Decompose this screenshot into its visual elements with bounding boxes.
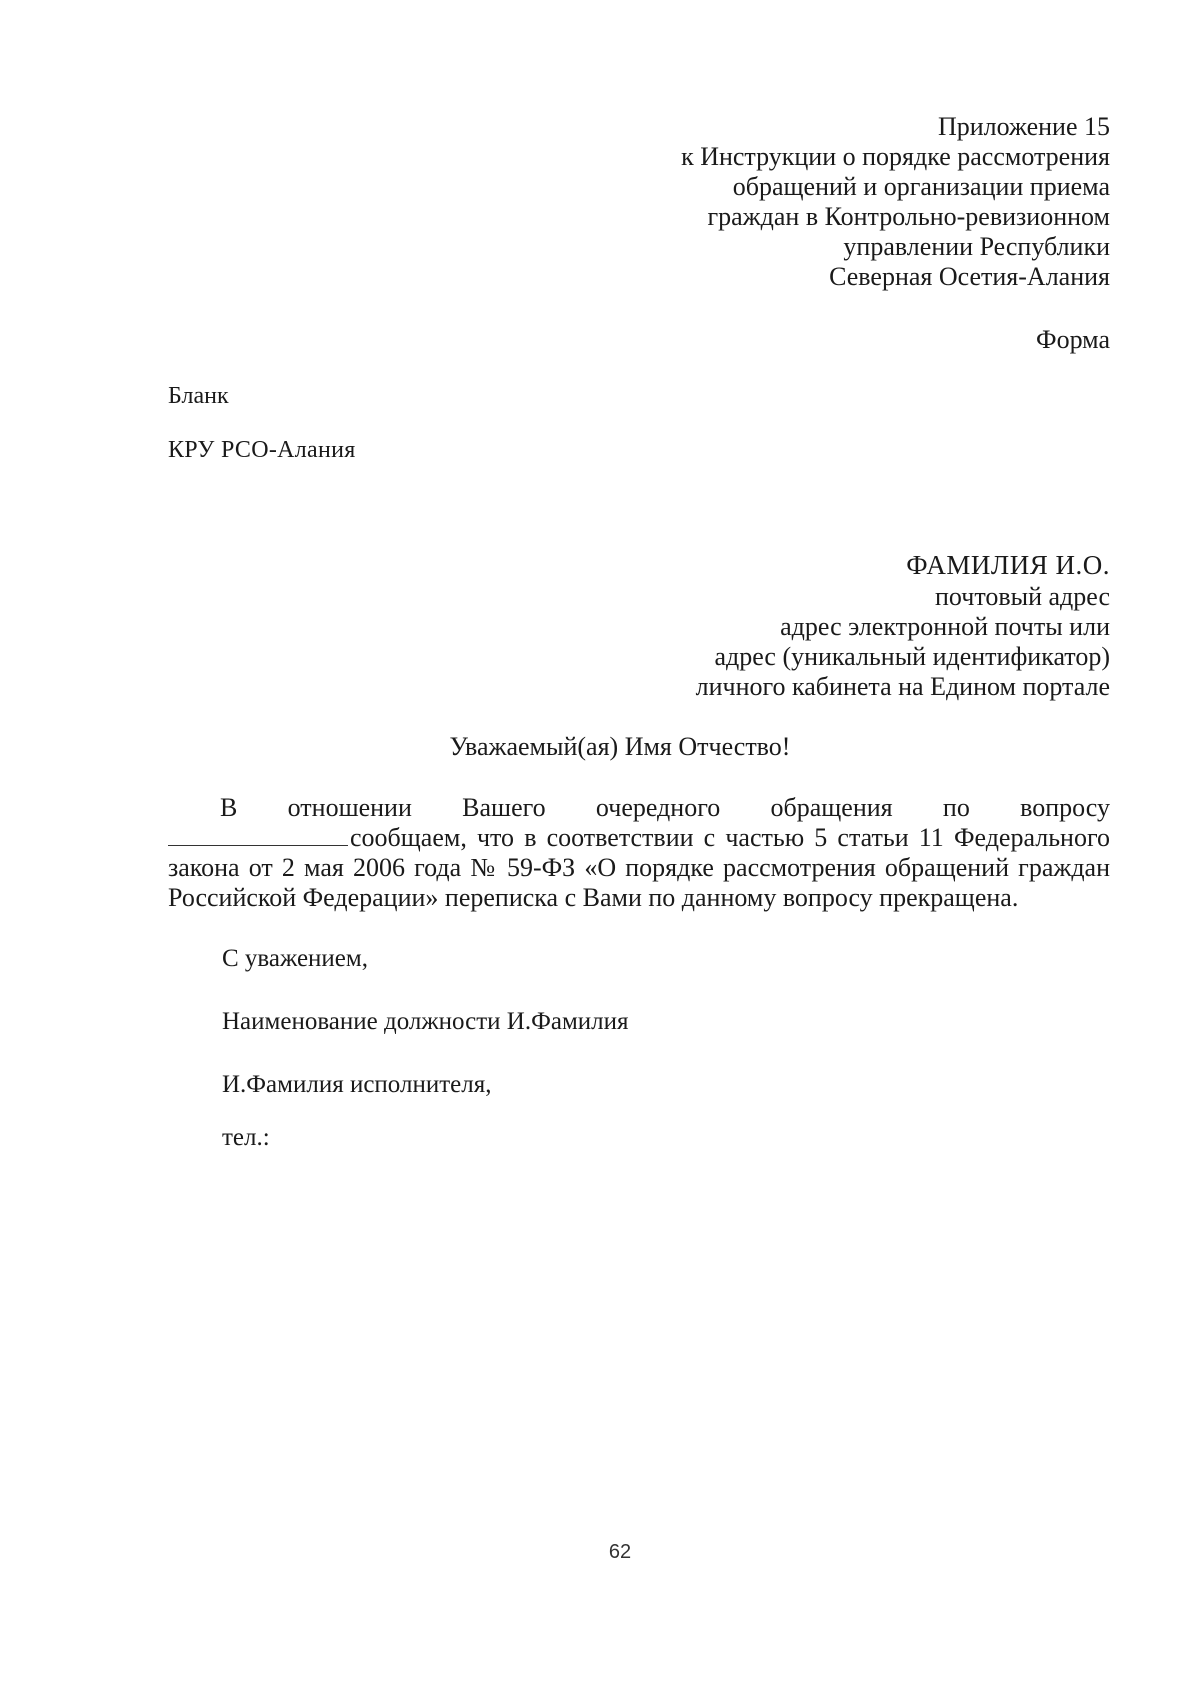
body-line-text: сообщаем, что в соответствии с частью 5 статьи 11 Федерального: [350, 823, 1110, 852]
letterhead-blank-label: Бланк: [168, 383, 229, 409]
appendix-header: [550, 112, 1110, 292]
appendix-line: Приложение 15: [937, 112, 1110, 141]
body-line: В отношении Вашего очередного обращения по вопросу: [220, 793, 1110, 822]
recipient-address-line: адрес (уникальный идентификатор): [714, 642, 1110, 671]
greeting: Уважаемый(ая) Имя Отчество!: [449, 732, 791, 761]
body-line: закона от 2 мая 2006 года № 59-ФЗ «О порядке рассмотрения обращений граждан: [168, 853, 1110, 882]
recipient-address-line: личного кабинета на Едином портале: [695, 672, 1110, 701]
position-signature: Наименование должности И.Фамилия: [222, 1008, 629, 1035]
appendix-line: управлении Республики: [843, 232, 1110, 261]
recipient-address-line: адрес электронной почты или: [780, 612, 1110, 641]
sender-organization: КРУ РСО-Алания: [168, 437, 356, 463]
executor-name: И.Фамилия исполнителя,: [222, 1071, 492, 1098]
appendix-line: обращений и организации приема: [732, 172, 1110, 201]
recipient-block: [550, 550, 1110, 702]
recipient-name: ФАМИЛИЯ И.О.: [906, 550, 1110, 580]
body-line: Российской Федерации» переписка с Вами по данному вопросу прекращена.: [168, 883, 1019, 912]
body-paragraph: [168, 793, 1110, 913]
recipient-address-line: почтовый адрес: [935, 582, 1110, 611]
body-line: [168, 823, 1110, 853]
appendix-line: Северная Осетия-Алания: [829, 262, 1110, 291]
appendix-line: к Инструкции о порядке рассмотрения: [681, 142, 1110, 171]
closing-regards: С уважением,: [222, 945, 368, 972]
page-number: 62: [608, 1541, 632, 1563]
executor-phone: тел.:: [222, 1124, 270, 1151]
form-label: Форма: [1036, 325, 1110, 354]
question-blank-field: [168, 823, 348, 846]
appendix-line: граждан в Контрольно-ревизионном: [707, 202, 1110, 231]
